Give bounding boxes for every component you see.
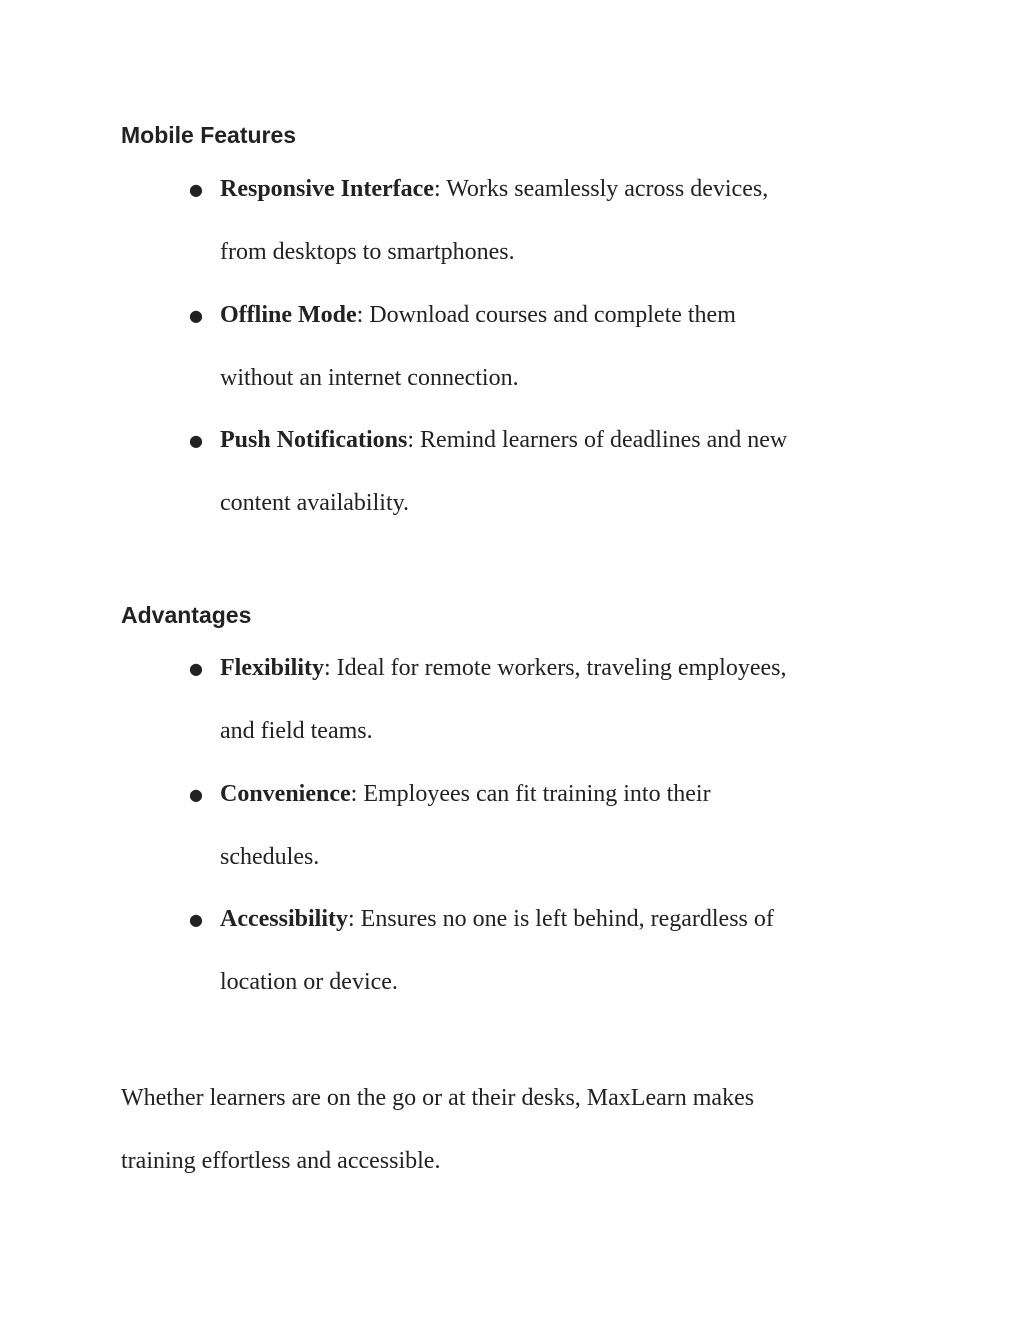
list-item-line: content availability.	[220, 490, 410, 516]
list-item-text	[220, 409, 920, 535]
list-item-line	[220, 284, 920, 347]
list-item-term: Responsive Interface	[220, 176, 434, 202]
closing-line: Whether learners are on the go or at their desks, MaxLearn makes	[121, 1085, 755, 1111]
list-item-line: and field teams.	[220, 718, 373, 744]
list-item-desc: : Ideal for remote workers, traveling employees,	[324, 655, 787, 681]
list-item-line	[220, 158, 920, 221]
list-item-line	[220, 637, 920, 700]
closing-line: training effortless and accessible.	[121, 1148, 441, 1174]
bullet-icon: ●	[189, 306, 203, 325]
list-item-line: from desktops to smartphones.	[220, 239, 515, 265]
section-heading-mobile-features: Mobile Features	[121, 122, 297, 148]
list-item-line: location or device.	[220, 969, 398, 995]
list-item-desc: : Employees can fit training into their	[350, 781, 711, 807]
closing-paragraph	[121, 1067, 881, 1193]
list-item-term: Flexibility	[220, 655, 324, 681]
list-item-term: Offline Mode	[220, 302, 357, 328]
bullet-icon: ●	[189, 659, 203, 678]
list-item-term: Push Notifications	[220, 427, 408, 453]
list-item-text	[220, 158, 920, 284]
bullet-icon: ●	[189, 180, 203, 199]
list-item-desc: : Download courses and complete them	[356, 302, 736, 328]
list-item-text	[220, 284, 920, 410]
bullet-icon: ●	[189, 910, 203, 929]
list-item-text	[220, 637, 920, 763]
bullet-icon: ●	[189, 785, 203, 804]
list-item-desc: : Remind learners of deadlines and new	[407, 427, 788, 453]
list-item-line	[220, 763, 920, 826]
list-item-term: Convenience	[220, 781, 351, 807]
list-item-line	[220, 409, 920, 472]
list-item-line	[220, 888, 920, 951]
section-heading-advantages: Advantages	[121, 602, 252, 628]
list-item-desc: : Works seamlessly across devices,	[433, 176, 769, 202]
list-item-line: without an internet connection.	[220, 365, 519, 391]
list-item-text	[220, 763, 920, 889]
list-item-line: schedules.	[220, 844, 320, 870]
list-item-desc: : Ensures no one is left behind, regardless of	[347, 906, 774, 932]
list-item-term: Accessibility	[220, 906, 348, 932]
list-item-text	[220, 888, 920, 1014]
bullet-icon: ●	[189, 431, 203, 450]
